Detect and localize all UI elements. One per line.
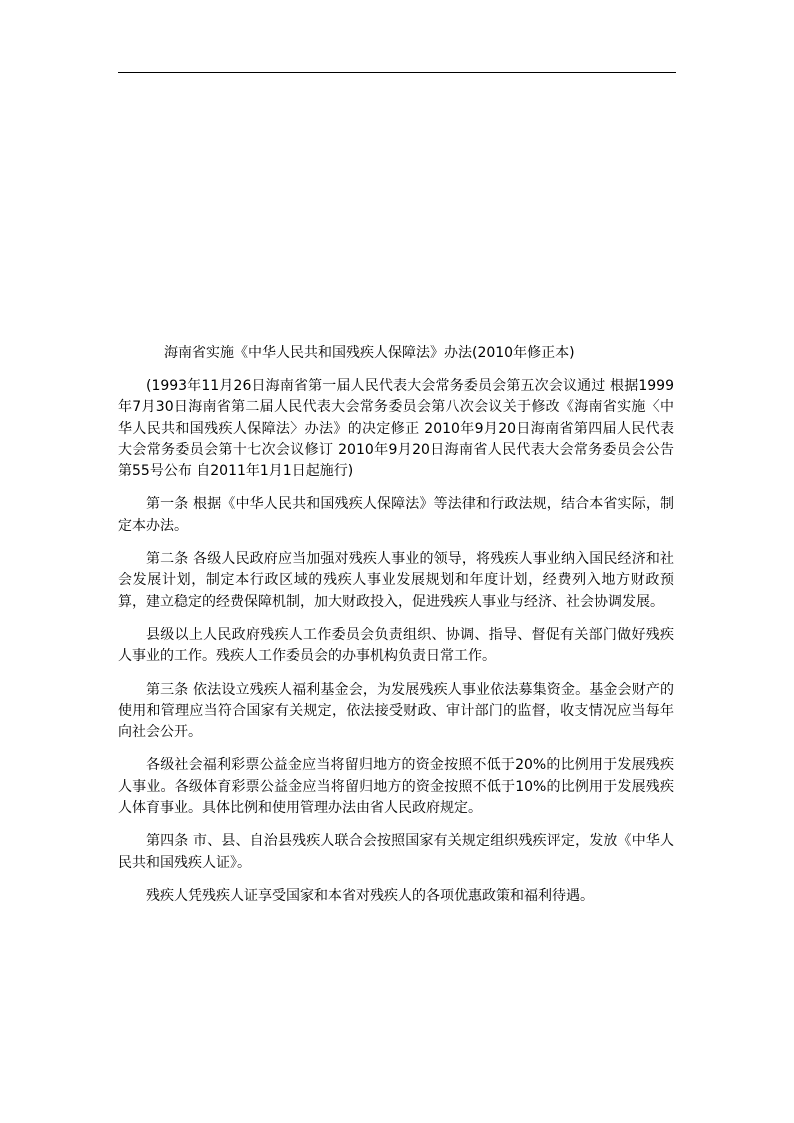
article-4-clause-2: 残疾人凭残疾人证享受国家和本省对残疾人的各项优惠政策和福利待遇。	[146, 887, 594, 904]
article-3: 第三条 依法设立残疾人福利基金会，为发展残疾人事业依法募集资金。基金会财产的使用和管理应当符合国家有关规定，依法接受财政、审计部门的监督，收支情况应当每年向社会公开。	[118, 681, 674, 741]
article-2-clause-2: 县级以上人民政府残疾人工作委员会负责组织、协调、指导、督促有关部门做好残疾人事业的工作。残疾人工作委员会的办事机构负责日常工作。	[118, 626, 674, 665]
enactment-note: (1993年11月26日海南省第一届人民代表大会常务委员会第五次会议通过 根据1999年7月30日海南省第二届人民代表大会常务委员会第八次会议关于修改《海南省实施〈中华人民共和国残疾人保障法〉办法》的决定修正 2010年9月20日海南省第四届人民代表大会常务委员会第十七次会议修订 2010年9月20日海南省人民代表大会常务委员会公告第55号公布 自2011年1月1日起施行)	[118, 378, 674, 480]
header-rule	[118, 72, 676, 73]
document-body	[118, 343, 674, 919]
document-title: 海南省实施《中华人民共和国残疾人保障法》办法(2010年修正本)	[164, 345, 575, 361]
article-2: 第二条 各级人民政府应当加强对残疾人事业的领导，将残疾人事业纳入国民经济和社会发展计划，制定本行政区域的残疾人事业发展规划和年度计划，经费列入地方财政预算，建立稳定的经费保障机制，加大财政投入，促进残疾人事业与经济、社会协调发展。	[118, 551, 674, 610]
article-1: 第一条 根据《中华人民共和国残疾人保障法》等法律和行政法规，结合本省实际，制定本办法。	[118, 496, 674, 534]
article-3-clause-2: 各级社会福利彩票公益金应当将留归地方的资金按照不低于20%的比例用于发展残疾人事业。各级体育彩票公益金应当将留归地方的资金按照不低于10%的比例用于发展残疾人体育事业。具体比例和使用管理办法由省人民政府规定。	[118, 757, 674, 817]
article-4: 第四条 市、县、自治县残疾人联合会按照国家有关规定组织残疾评定，发放《中华人民共和国残疾人证》。	[118, 833, 674, 871]
